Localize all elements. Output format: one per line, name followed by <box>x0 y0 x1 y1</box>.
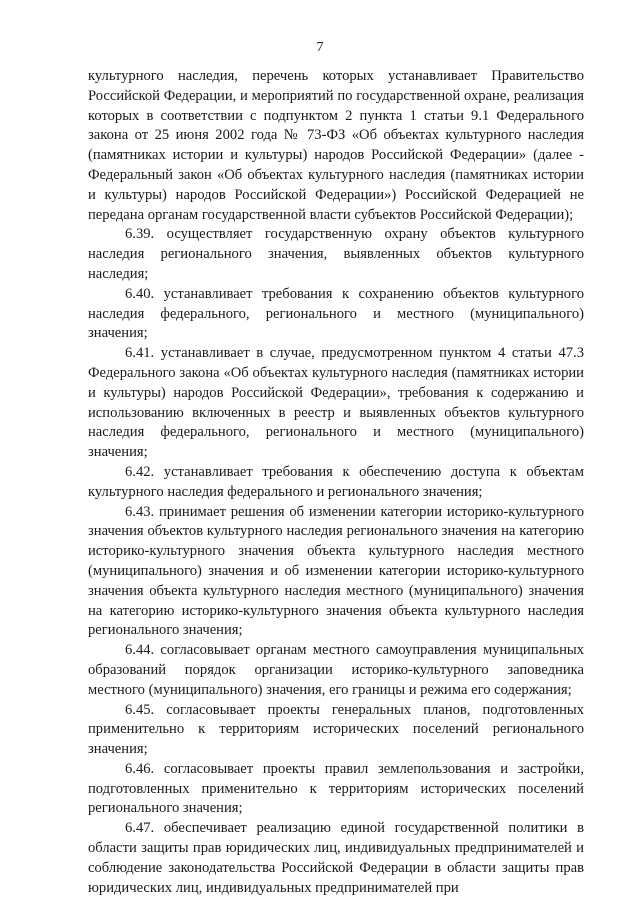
clause-6-42: 6.42. устанавливает требования к обеспечению доступа к объектам культурного наследия федерального и регионального значения; <box>88 463 584 500</box>
clause-6-39: 6.39. осуществляет государственную охрану объектов культурного наследия регионального значения, выявленных объектов культурного наследия; <box>88 226 584 282</box>
clause-6-47: 6.47. обеспечивает реализацию единой государственной политики в области защиты прав юридических лиц, индивидуальных предпринимателей и соблюдение законодательства Российской Федерации в области защиты прав юридических лиц, индивидуальных предпринимателей при <box>88 820 584 896</box>
clause-6-43: 6.43. принимает решения об изменении категории историко-культурного значения объектов культурного наследия регионального значения на категорию историко-культурного значения объекта культурного наследия местного (муниципального) значения и об изменении категории историко-культурного значения объекта культурного наследия местного (муниципального) значения на категорию историко-культурного значения объекта культурного наследия регионального значения; <box>88 503 584 639</box>
clause-6-45: 6.45. согласовывает проекты генеральных планов, подготовленных применительно к территориям исторических поселений регионального значения; <box>88 701 584 758</box>
page-number: 7 <box>316 40 324 55</box>
document-body <box>88 67 584 898</box>
paragraph-continuation: культурного наследия, перечень которых устанавливает Правительство Российской Федерации, и мероприятий по государственной охране, реализация которых в соответствии с подпунктом 2 пункта 1 статьи 9.1 Федерального закона от 25 июня 2002 года № 73-ФЗ «Об объектах культурного наследия (памятниках истории и культуры) народов Российской Федерации» (далее - Федеральный закон «Об объектах культурного наследия (памятниках истории и культуры) народов Российской Федерации») Российской Федерацией не передана органам государственной власти субъектов Российской Федерации); <box>88 68 584 223</box>
clause-6-44: 6.44. согласовывает органам местного самоуправления муниципальных образований порядок организации историко-культурного заповедника местного (муниципального) значения, его границы и режима его содержания; <box>88 642 584 698</box>
clause-6-40: 6.40. устанавливает требования к сохранению объектов культурного наследия федерального, регионального и местного (муниципального) значения; <box>88 285 584 342</box>
clause-6-46: 6.46. согласовывает проекты правил землепользования и застройки, подготовленных применительно к территориям исторических поселений регионального значения; <box>88 760 584 817</box>
clause-6-41: 6.41. устанавливает в случае, предусмотренном пунктом 4 статьи 47.3 Федерального закона «Об объектах культурного наследия (памятниках истории и культуры) народов Российской Федерации», требования к содержанию и использованию включенных в реестр и выявленных объектов культурного наследия федерального, регионального и местного (муниципального) значения; <box>88 345 584 461</box>
